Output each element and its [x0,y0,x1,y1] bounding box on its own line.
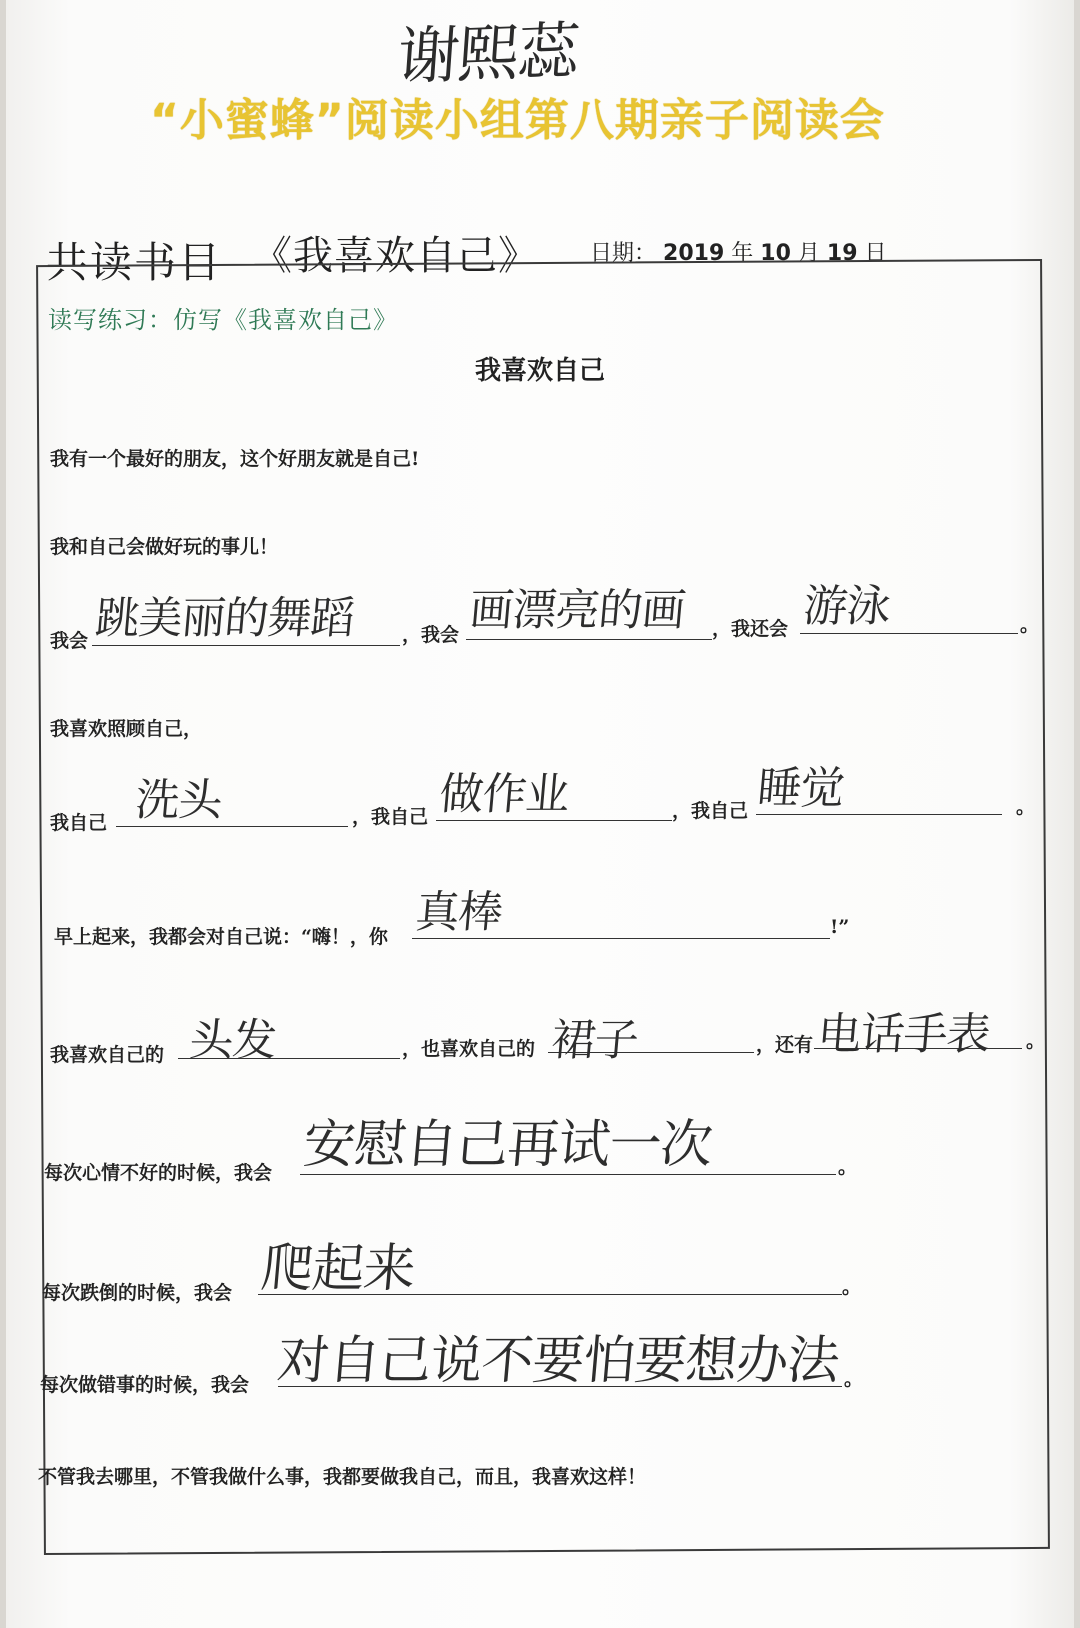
date-label: 日期： [590,241,657,266]
book-label: 共读书目 [46,238,223,287]
row3-prefix-3: ，我还会 [712,618,789,640]
row3-answer-3: 游泳 [801,581,892,632]
row10-end: 。 [844,1368,864,1390]
row9-answer-1: 爬起来 [258,1239,418,1299]
row3-answer-1: 跳美丽的舞蹈 [93,593,356,644]
date-day: 19 [826,241,858,266]
row5-prefix-2: ，我自己 [352,806,429,828]
book-title: 《我喜欢自己》 [252,233,539,279]
exercise-subtitle: 读写练习：仿写《我喜欢自己》 [48,306,398,334]
date-year: 2019 [663,241,725,266]
row5-prefix-1: 我自己 [50,812,108,834]
row8-answer-1: 安慰自己再试一次 [300,1115,715,1175]
date-year-unit: 年 [731,241,754,266]
student-signature: 谢熙蕊 [395,13,581,94]
poem-line-2: 我和自己会做好玩的事儿！ [50,536,279,558]
date-month: 10 [760,241,791,266]
poem-line-4: 我喜欢照顾自己， [50,718,203,740]
row9-end: 。 [842,1276,862,1298]
poem-line-1: 我有一个最好的朋友，这个好朋友就是自己! [50,448,420,470]
poem-line-11: 不管我去哪里，不管我做什么事，我都要做我自己，而且，我喜欢这样！ [38,1466,647,1488]
row6-end: !” [830,916,850,938]
row3-blank-2 [466,639,712,640]
event-title: “小蜜蜂”阅读小组第八期亲子阅读会 [150,95,885,146]
row5-end: 。 [1016,796,1036,818]
row5-answer-1: 洗头 [133,775,224,826]
date-month-unit: 月 [797,241,820,266]
row7-answer-1: 头发 [187,1015,278,1066]
row5-answer-2: 做作业 [437,769,571,820]
row3-prefix-1: 我会 [50,630,89,652]
row7-end: 。 [1026,1030,1046,1052]
row7-prefix-2: ，也喜欢自己的 [402,1038,536,1060]
poem-title: 我喜欢自己 [474,356,605,386]
row7-prefix-3: ，还有 [756,1034,814,1056]
row3-answer-2: 画漂亮的画 [467,585,687,636]
row5-answer-3: 睡觉 [755,763,846,814]
row3-prefix-2: ，我会 [402,624,460,646]
row10-prefix-1: 每次做错事的时候，我会 [40,1374,250,1396]
row7-answer-2: 裙子 [549,1015,640,1066]
row8-end: 。 [838,1156,858,1178]
row6-prefix-1: 早上起来，我都会对自己说：“嗨！，你 [54,926,388,948]
row3-end: 。 [1020,614,1040,636]
date-day-unit: 日 [864,241,887,266]
row5-prefix-3: ，我自己 [672,800,749,822]
row8-prefix-1: 每次心情不好的时候，我会 [44,1162,273,1184]
row6-answer-1: 真棒 [413,887,504,938]
row7-prefix-1: 我喜欢自己的 [50,1044,165,1066]
row9-prefix-1: 每次跌倒的时候，我会 [42,1282,233,1304]
row7-answer-3: 电话手表 [815,1009,992,1060]
row10-answer-1: 对自己说不要怕要想办法 [274,1331,842,1391]
